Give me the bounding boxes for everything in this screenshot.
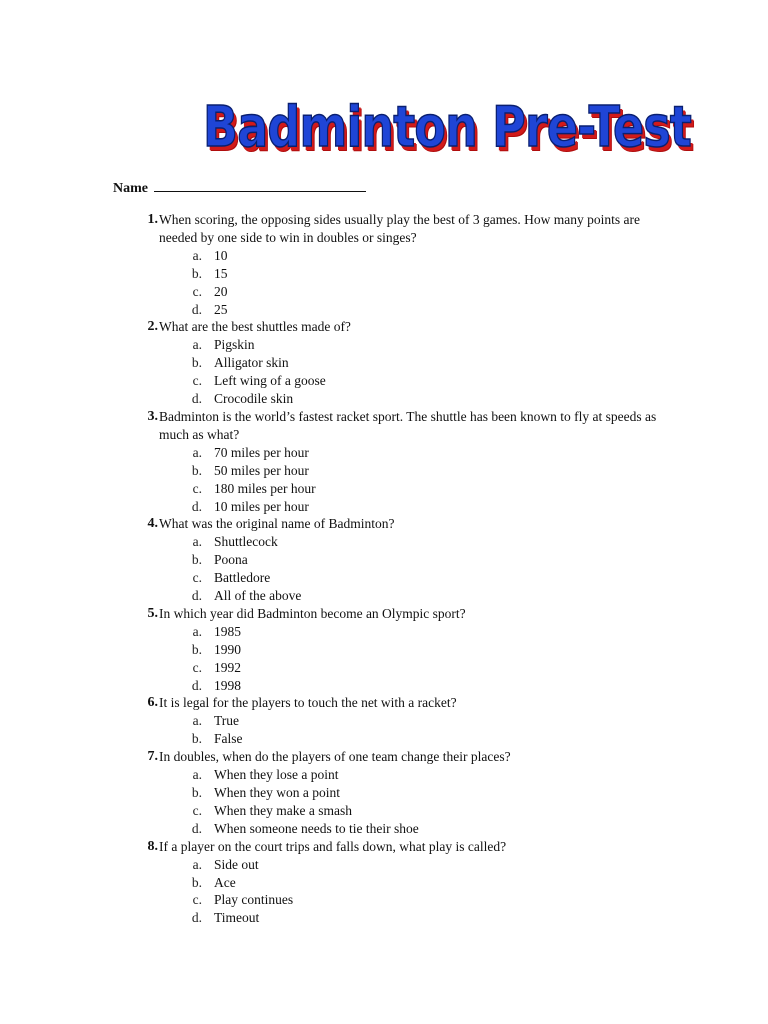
- option-letter: c.: [192, 480, 202, 496]
- option-letter: d.: [191, 301, 202, 317]
- answer-option[interactable]: [113, 730, 673, 748]
- option-text: 1992: [214, 659, 241, 675]
- option-text: When they lose a point: [214, 767, 339, 783]
- option-letter: c.: [192, 892, 202, 908]
- question-row: [113, 748, 673, 766]
- question-text: It is legal for the players to touch the net with a racket?: [159, 695, 457, 711]
- question-text: What was the original name of Badminton?: [159, 516, 395, 532]
- question-3: [113, 408, 673, 515]
- question-7: [113, 748, 673, 838]
- answer-options: [113, 766, 673, 838]
- option-letter: d.: [191, 677, 202, 693]
- question-text: Badminton is the world’s fastest racket sport. The shuttle has been known to fly at speeds as much as what?: [159, 408, 657, 442]
- option-letter: b.: [191, 641, 202, 657]
- option-text: Pigskin: [214, 337, 255, 353]
- option-text: All of the above: [214, 588, 302, 604]
- question-2: [113, 318, 673, 408]
- option-text: 1998: [214, 677, 241, 693]
- answer-option[interactable]: [113, 587, 673, 605]
- option-letter: a.: [192, 767, 202, 783]
- answer-option[interactable]: [113, 444, 673, 462]
- answer-option[interactable]: [113, 462, 673, 480]
- option-text: Shuttlecock: [214, 534, 278, 550]
- answer-options: [113, 856, 673, 928]
- option-letter: a.: [192, 856, 202, 872]
- option-text: Ace: [214, 874, 236, 890]
- answer-option[interactable]: [113, 354, 673, 372]
- option-text: 180 miles per hour: [214, 480, 316, 496]
- option-letter: c.: [192, 283, 202, 299]
- question-1: [113, 211, 673, 318]
- option-letter: a.: [192, 713, 202, 729]
- question-4: [113, 515, 673, 605]
- answer-option[interactable]: [113, 498, 673, 516]
- answer-option[interactable]: [113, 247, 673, 265]
- answer-option[interactable]: [113, 909, 673, 927]
- option-text: 10: [214, 247, 228, 263]
- answer-option[interactable]: [113, 551, 673, 569]
- option-text: When they won a point: [214, 785, 340, 800]
- answer-option[interactable]: [113, 766, 673, 784]
- option-letter: c.: [192, 373, 202, 389]
- option-letter: d.: [191, 588, 202, 604]
- answer-option[interactable]: [113, 802, 673, 820]
- question-text: If a player on the court trips and falls down, what play is called?: [159, 838, 507, 854]
- answer-option[interactable]: [113, 641, 673, 659]
- option-letter: c.: [192, 802, 202, 818]
- option-text: 1985: [214, 623, 241, 639]
- question-number: 4.: [147, 516, 158, 532]
- option-text: 25: [214, 301, 228, 317]
- option-letter: a.: [192, 444, 202, 460]
- question-row: [113, 838, 673, 856]
- name-field-row: [113, 178, 366, 197]
- option-letter: a.: [192, 337, 202, 353]
- question-text: When scoring, the opposing sides usually play the best of 3 games. How many points are needed by one side to win in doubles or singes?: [159, 212, 641, 245]
- answer-option[interactable]: [113, 533, 673, 551]
- option-text: 20: [214, 283, 228, 299]
- answer-options: [113, 336, 673, 408]
- answer-option[interactable]: [113, 372, 673, 390]
- question-number: 1.: [147, 212, 158, 227]
- question-number: 3.: [147, 408, 158, 424]
- name-label: Name: [113, 181, 148, 196]
- question-row: [113, 211, 673, 247]
- option-text: 10 miles per hour: [214, 498, 309, 514]
- question-row: [113, 694, 673, 712]
- option-letter: a.: [192, 247, 202, 263]
- option-letter: b.: [191, 355, 202, 371]
- option-text: Battledore: [214, 570, 271, 586]
- option-letter: d.: [191, 820, 202, 836]
- question-8: [113, 838, 673, 928]
- question-text: What are the best shuttles made of?: [159, 319, 351, 335]
- question-number: 8.: [147, 838, 158, 854]
- option-text: 70 miles per hour: [214, 444, 309, 460]
- option-text: True: [214, 713, 240, 729]
- option-text: 1990: [214, 641, 241, 657]
- answer-option[interactable]: [113, 712, 673, 730]
- option-letter: b.: [191, 552, 202, 568]
- question-text: In doubles, when do the players of one team change their places?: [159, 749, 511, 765]
- question-number: 5.: [147, 605, 158, 621]
- option-letter: c.: [192, 659, 202, 675]
- option-letter: b.: [191, 731, 202, 747]
- question-number: 6.: [147, 695, 158, 711]
- option-text: 15: [214, 265, 228, 281]
- answer-option[interactable]: [113, 659, 673, 677]
- answer-option[interactable]: [113, 336, 673, 354]
- option-text: False: [214, 731, 243, 747]
- option-letter: b.: [191, 462, 202, 478]
- option-text: Poona: [214, 552, 248, 568]
- question-number: 2.: [147, 319, 158, 335]
- option-text: Left wing of a goose: [214, 373, 326, 389]
- option-letter: b.: [191, 785, 202, 800]
- answer-options: [113, 533, 673, 605]
- answer-options: [113, 712, 673, 748]
- option-text: Timeout: [214, 910, 260, 926]
- option-letter: d.: [191, 910, 202, 926]
- option-letter: b.: [191, 874, 202, 890]
- answer-option[interactable]: [113, 283, 673, 301]
- answer-options: [113, 247, 673, 319]
- answer-option[interactable]: [113, 891, 673, 909]
- question-row: [113, 318, 673, 336]
- option-letter: c.: [192, 570, 202, 586]
- answer-option[interactable]: [113, 301, 673, 319]
- option-text: Alligator skin: [214, 355, 289, 371]
- option-text: 50 miles per hour: [214, 462, 309, 478]
- answer-option[interactable]: [113, 820, 673, 838]
- option-text: Play continues: [214, 892, 294, 908]
- option-text: Side out: [214, 856, 259, 872]
- answer-option[interactable]: [113, 874, 673, 892]
- option-text: Crocodile skin: [214, 391, 294, 407]
- question-row: [113, 605, 673, 623]
- option-text: When they make a smash: [214, 802, 352, 818]
- answer-option[interactable]: [113, 569, 673, 587]
- option-text: When someone needs to tie their shoe: [214, 820, 419, 836]
- question-number: 7.: [147, 749, 158, 765]
- answer-options: [113, 623, 673, 695]
- option-letter: a.: [192, 534, 202, 550]
- question-text: In which year did Badminton become an Olympic sport?: [159, 605, 466, 621]
- option-letter: b.: [191, 265, 202, 281]
- answer-option[interactable]: [113, 856, 673, 874]
- question-row: [113, 515, 673, 533]
- answer-option[interactable]: [113, 623, 673, 641]
- answer-option[interactable]: [113, 390, 673, 408]
- question-5: [113, 605, 673, 695]
- answer-option[interactable]: [113, 480, 673, 498]
- answer-option[interactable]: [113, 265, 673, 283]
- question-row: [113, 408, 673, 444]
- option-letter: a.: [192, 623, 202, 639]
- answer-option[interactable]: [113, 677, 673, 695]
- page-title: Badminton Pre-Test: [203, 95, 692, 160]
- answer-option[interactable]: [113, 784, 673, 802]
- answer-options: [113, 444, 673, 516]
- question-list: [113, 211, 673, 927]
- option-letter: d.: [191, 498, 202, 514]
- name-blank-line[interactable]: [154, 178, 366, 192]
- question-6: [113, 694, 673, 748]
- option-letter: d.: [191, 391, 202, 407]
